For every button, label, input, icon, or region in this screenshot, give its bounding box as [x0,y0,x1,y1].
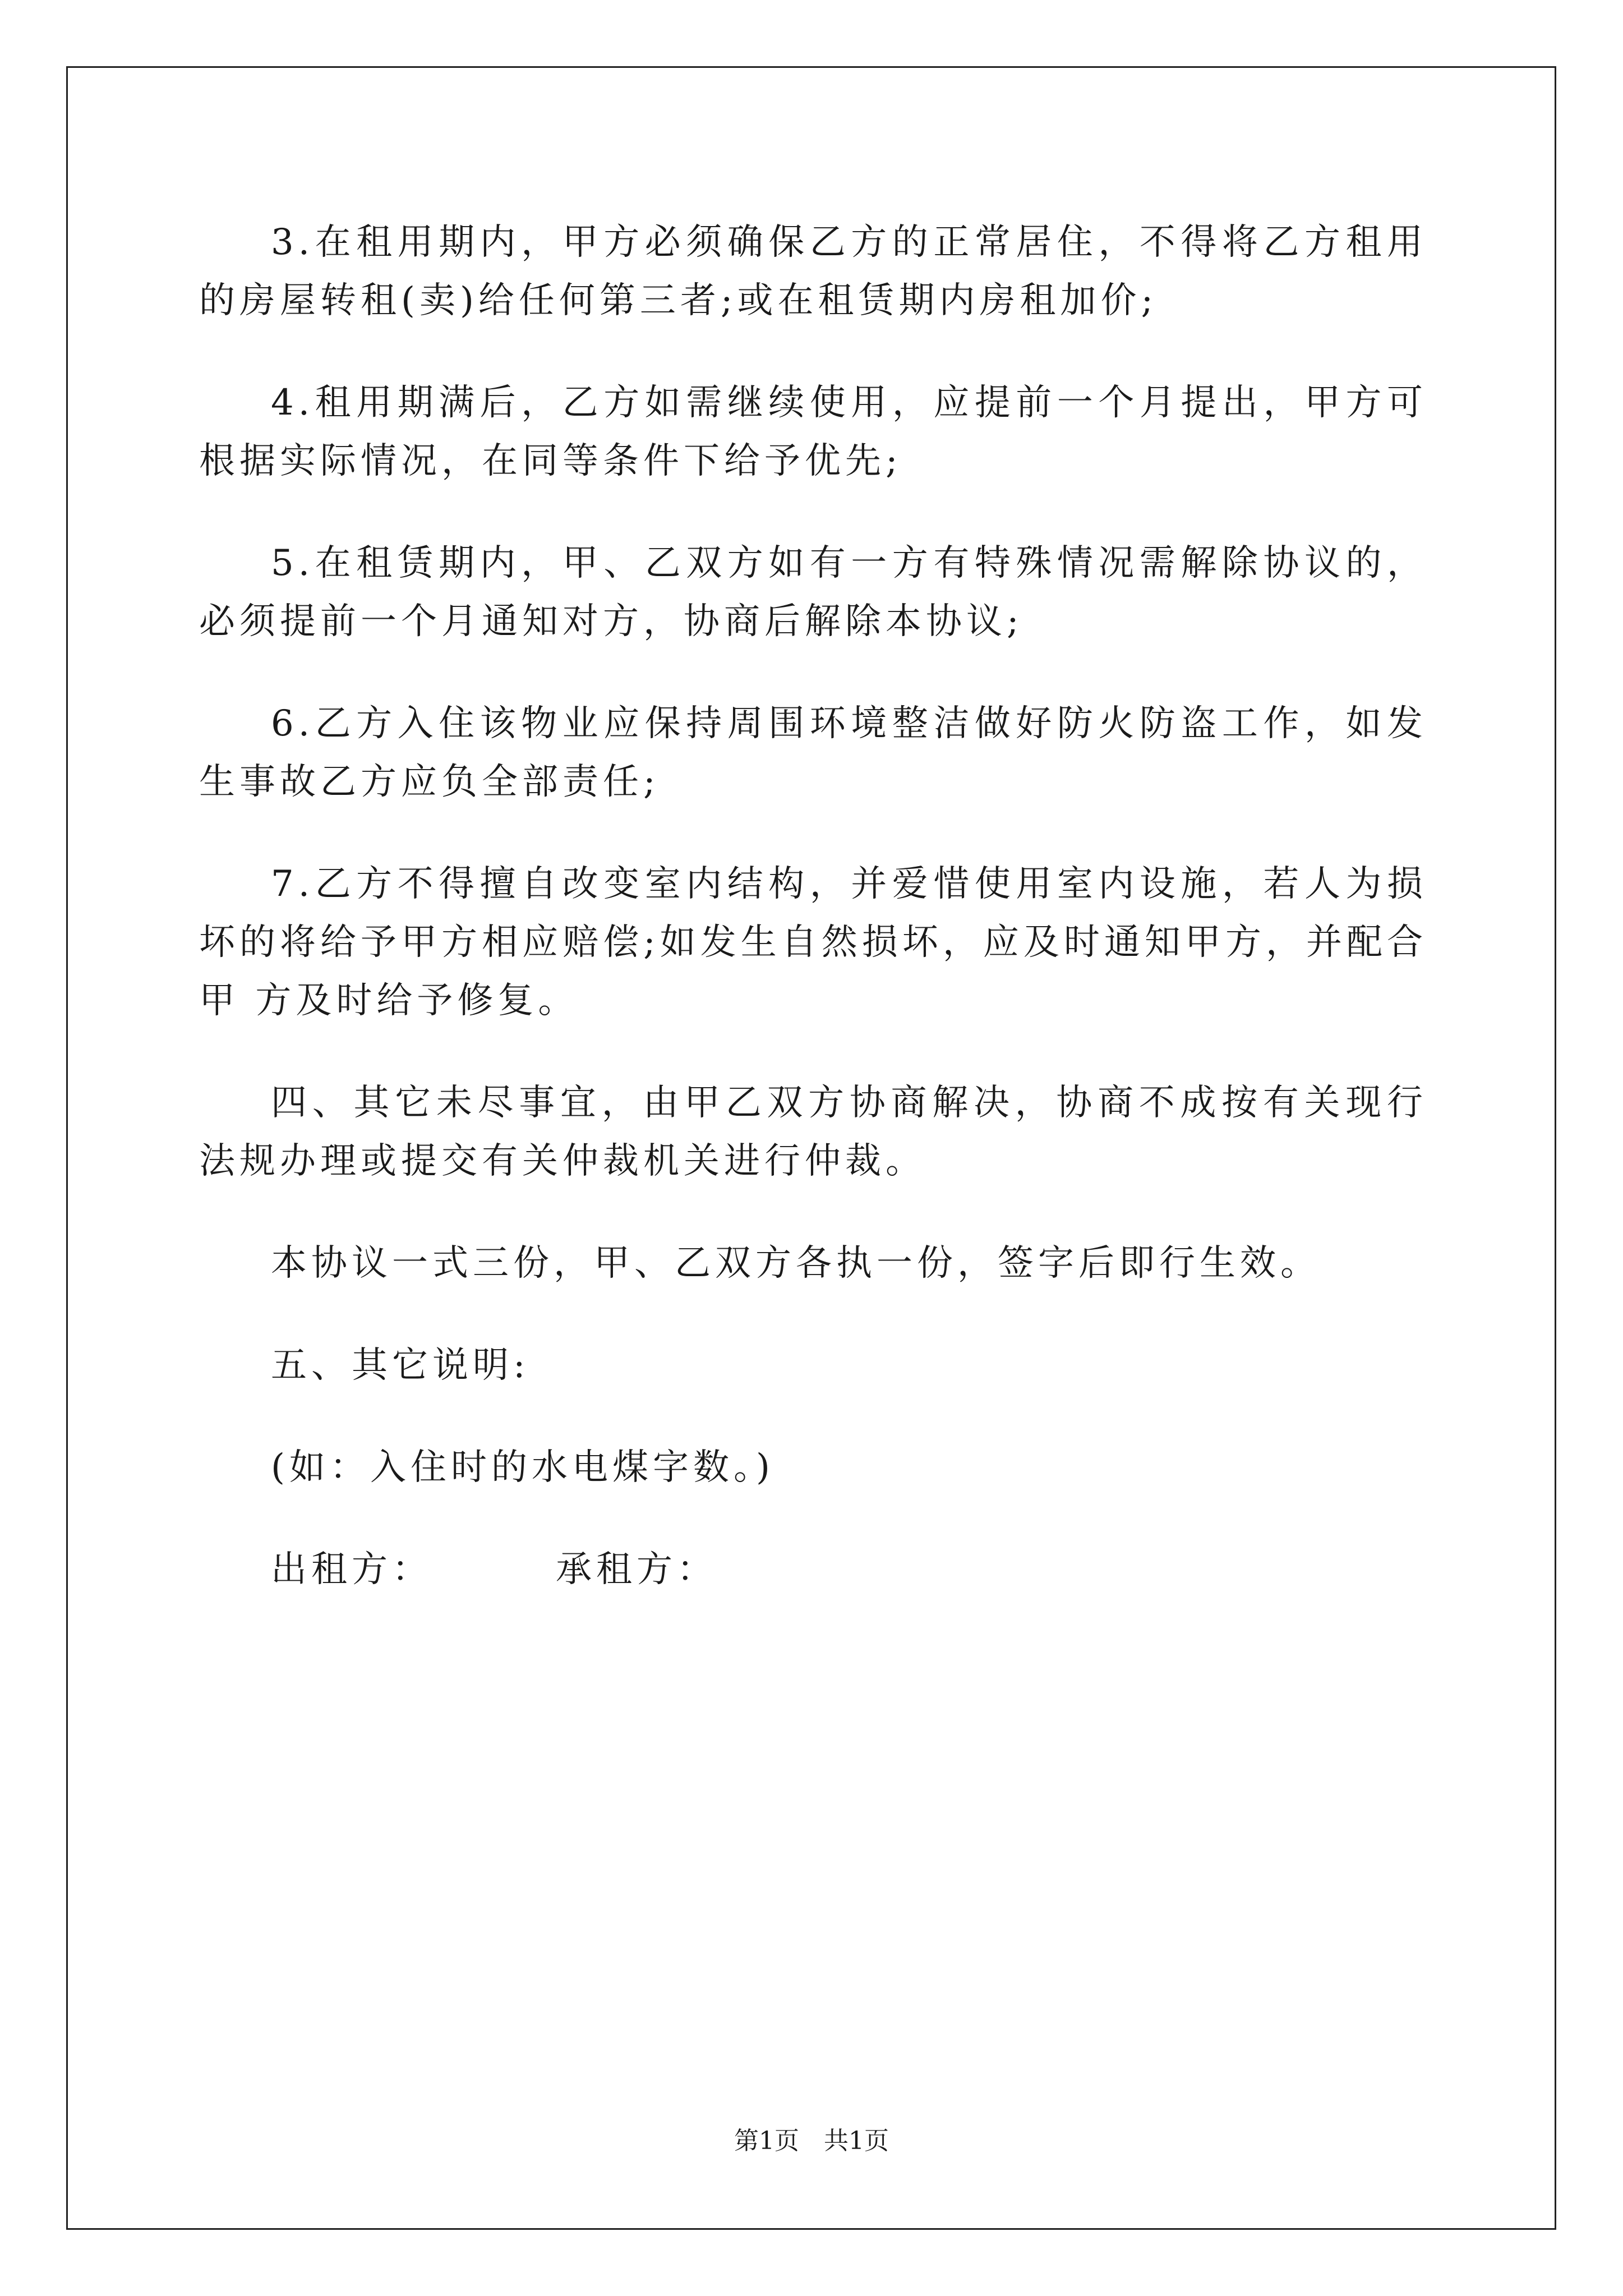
document-body [199,213,1427,1599]
clause-3: 3.在租用期内，甲方必须确保乙方的正常居住，不得将乙方租用的房屋转租(卖)给任何第三者;或在租赁期内房租加价; [199,222,1427,321]
signature-line [199,1540,1427,1599]
page-footer [0,2120,1623,2156]
section-5-heading: 五、其它说明: [271,1345,530,1386]
utility-readings-note: (如：入住时的水电煤字数。) [271,1447,774,1488]
section-4-other-matters: 四、其它未尽事宜，由甲乙双方协商解决，协商不成按有关现行法规办理或提交有关仲裁机关进行仲裁。 [199,1082,1427,1182]
clause-7: 7.乙方不得擅自改变室内结构，并爱惜使用室内设施，若人为损坏的将给予甲方相应赔偿;如发生自然损坏，应及时通知甲方，并配合甲 方及时给予修复。 [199,863,1427,1022]
copies-statement: 本协议一式三份，甲、乙双方各执一份，签字后即行生效。 [271,1243,1321,1284]
clause-4: 4.租用期满后，乙方如需继续使用，应提前一个月提出，甲方可根据实际情况，在同等条件下给予优先; [199,382,1427,482]
clause-6: 6.乙方入住该物业应保持周围环境整洁做好防火防盗工作，如发生事故乙方应负全部责任; [199,703,1427,803]
clause-5: 5.在租赁期内，甲、乙双方如有一方有特殊情况需解除协议的，必须提前一个月通知对方，协商后解除本协议; [199,542,1427,642]
lessor-label: 出租方： [271,1549,432,1590]
page-number-total: 共1页 [824,2127,889,2155]
lessee-label: 承租方： [556,1549,717,1590]
page-number-current: 第1页 [734,2127,799,2155]
